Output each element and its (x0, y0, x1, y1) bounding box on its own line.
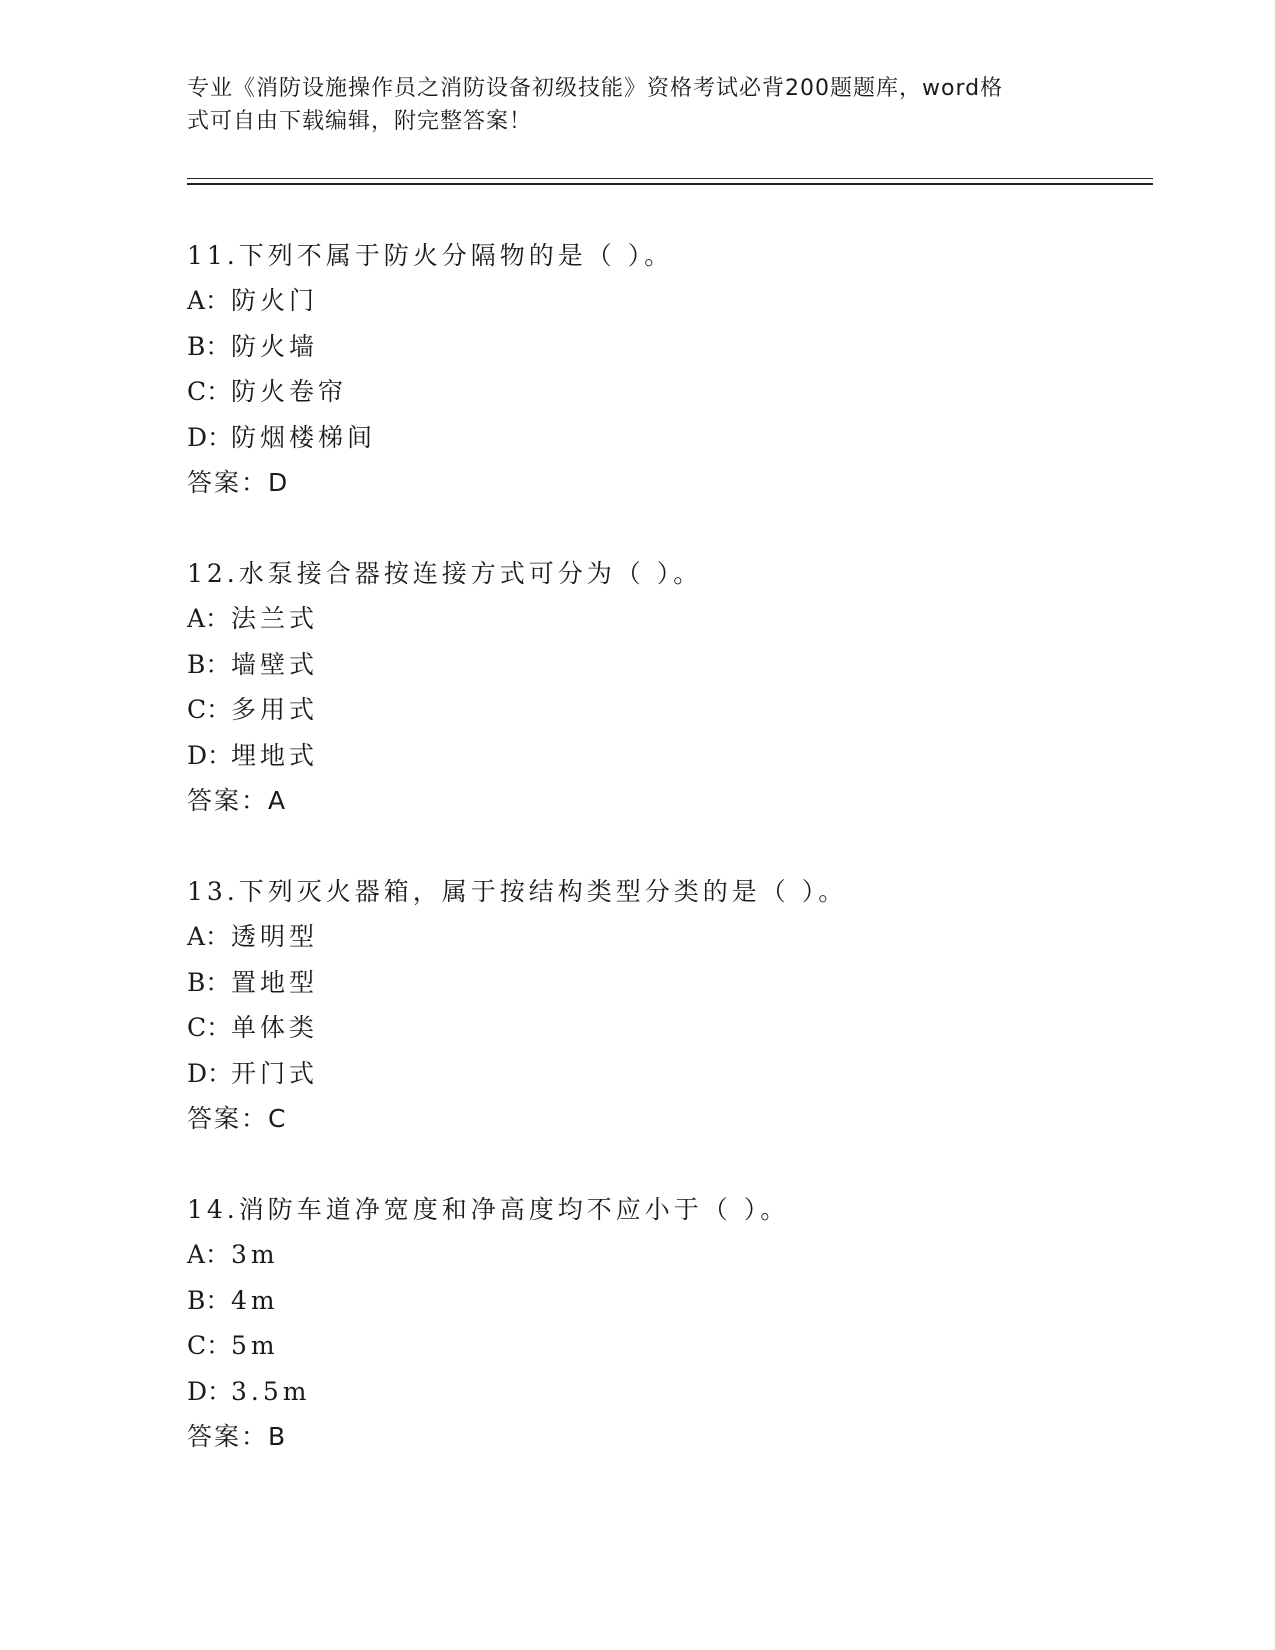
option-text: 法兰式 (231, 604, 319, 633)
question-stem: 13.下列灭火器箱，属于按结构类型分类的是（ ）。 (187, 877, 848, 906)
option-text: 4m (231, 1285, 279, 1315)
option-text: 透明型 (231, 922, 319, 951)
option-b (187, 1285, 1153, 1331)
option-key: C： (187, 1013, 232, 1042)
option-text: 单体类 (231, 1013, 319, 1042)
option-text: 多用式 (231, 695, 319, 724)
option-b (187, 649, 1153, 695)
option-c (187, 1330, 1153, 1376)
option-a (187, 921, 1153, 967)
option-text: 埋地式 (231, 740, 319, 770)
option-text: 防火门 (231, 286, 319, 315)
option-d (187, 1058, 1153, 1104)
option-text: 防烟楼梯间 (231, 422, 377, 452)
option-key: C： (187, 695, 232, 724)
option-a (187, 603, 1153, 649)
question-11 (187, 240, 1153, 507)
option-key: B： (187, 649, 231, 679)
question-stem: 12.水泵接合器按连接方式可分为（ ）。 (187, 559, 703, 588)
option-key: D： (187, 422, 233, 452)
option-text: 置地型 (231, 967, 319, 997)
header-line-2: 式可自由下载编辑，附完整答案！ (187, 109, 533, 134)
option-text: 防火卷帘 (231, 377, 348, 406)
option-c (187, 694, 1153, 740)
option-key: C： (187, 1331, 232, 1360)
question-stem: 14.消防车道净宽度和净高度均不应小于（ ）。 (187, 1195, 790, 1224)
option-d (187, 1376, 1153, 1422)
option-b (187, 331, 1153, 377)
option-b (187, 967, 1153, 1013)
header-line-1: 专业《消防设施操作员之消防设备初级技能》资格考试必背200题题库，word格 (187, 76, 1004, 101)
question-stem: 11.下列不属于防火分隔物的是（ ）。 (187, 241, 674, 270)
option-key: B： (187, 1285, 231, 1315)
option-d (187, 422, 1153, 468)
question-13 (187, 876, 1153, 1143)
option-text: 5m (231, 1331, 279, 1360)
option-key: A： (187, 1240, 231, 1269)
option-key: A： (187, 922, 231, 951)
option-a (187, 1239, 1153, 1285)
option-key: D： (187, 1376, 233, 1406)
option-key: B： (187, 967, 231, 997)
question-12 (187, 558, 1153, 825)
option-key: A： (187, 286, 231, 315)
option-key: D： (187, 740, 233, 770)
option-d (187, 740, 1153, 786)
option-text: 墙壁式 (231, 649, 319, 679)
document-header (187, 72, 1067, 138)
header-divider-thin (187, 178, 1153, 179)
option-key: A： (187, 604, 231, 633)
answer-line: 答案：D (187, 468, 290, 497)
option-text: 防火墙 (231, 331, 319, 361)
answer-line: 答案：C (187, 1104, 288, 1133)
option-text: 3m (231, 1240, 279, 1269)
option-key: B： (187, 331, 231, 361)
header-divider-thick (187, 183, 1153, 185)
option-key: D： (187, 1058, 233, 1088)
option-key: C： (187, 377, 232, 406)
question-14 (187, 1194, 1153, 1461)
option-text: 3.5m (231, 1376, 311, 1406)
option-c (187, 1012, 1153, 1058)
option-c (187, 376, 1153, 422)
answer-line: 答案：A (187, 786, 288, 815)
answer-line: 答案：B (187, 1422, 288, 1451)
option-text: 开门式 (231, 1058, 319, 1088)
option-a (187, 285, 1153, 331)
